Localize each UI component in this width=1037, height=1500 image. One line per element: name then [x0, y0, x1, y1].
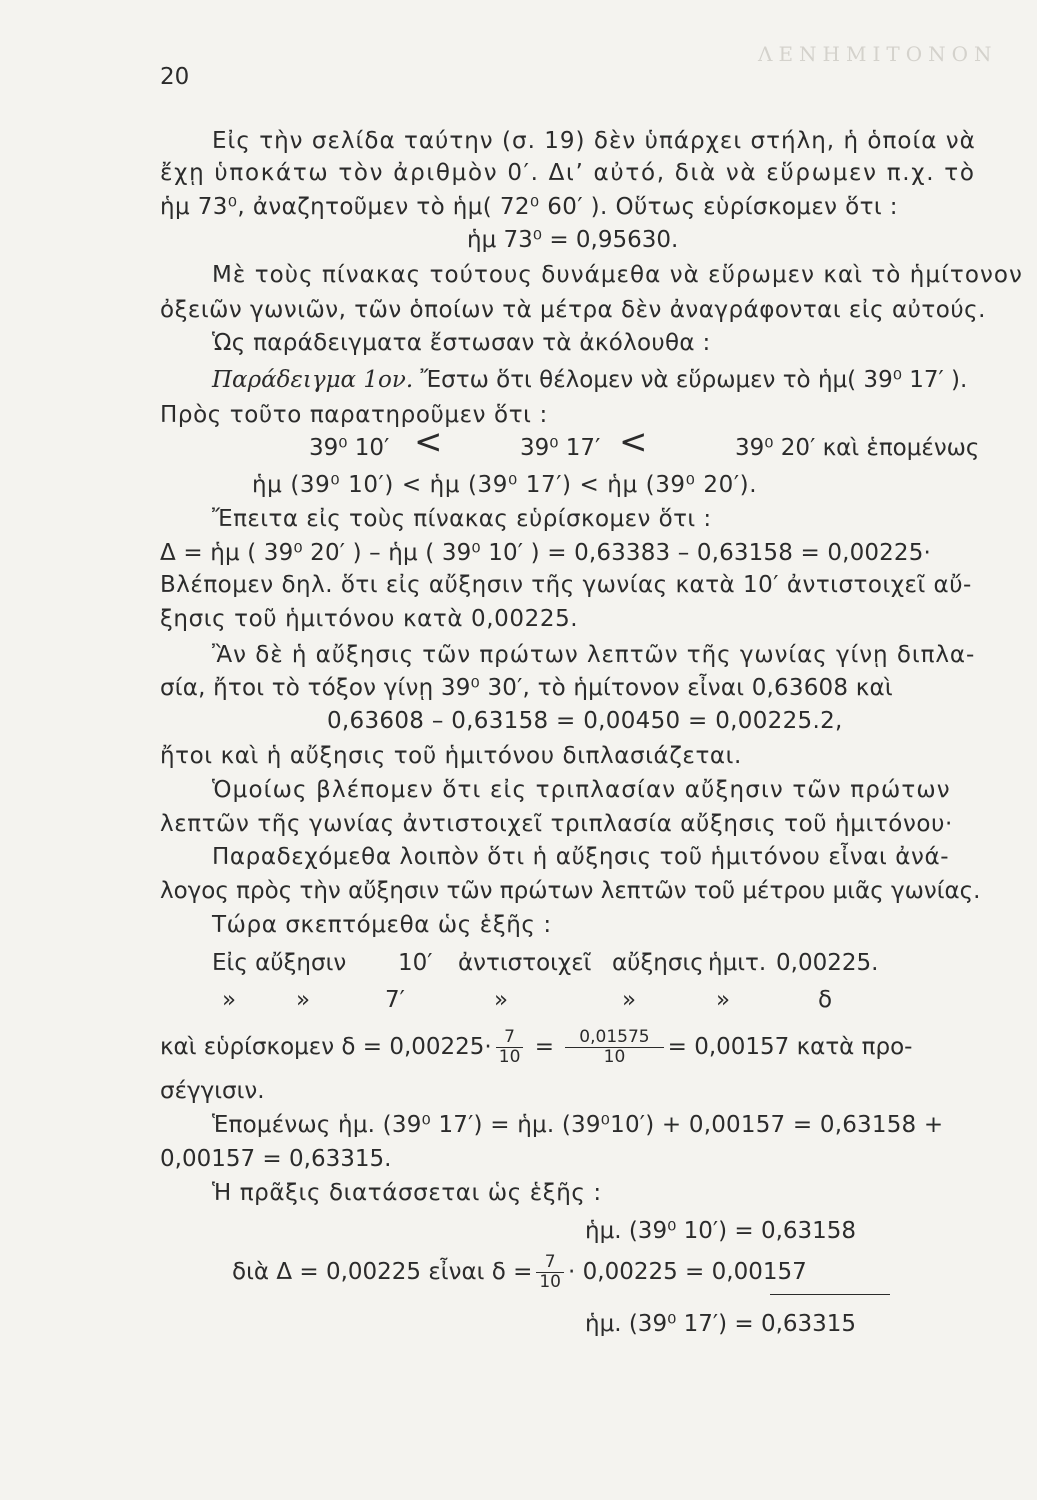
- proportion-row-1-corresponds: ἀντιστοιχεῖ: [458, 950, 592, 976]
- result-equation-continued: 0,00157 = 0,63315.: [160, 1146, 392, 1172]
- text-line-7: Ὡς παράδειγματα ἔστωσαν τὰ ἀκόλουθα :: [212, 330, 711, 356]
- text-line-2: ἔχῃ ὑποκάτω τὸν ἀριθμὸν 0′. Δι’ αὐτό, διὰ νὰ εὕρωμεν π.χ. τὸ: [160, 160, 976, 186]
- equals-sign: =: [534, 1034, 554, 1060]
- text-line-22: Παραδεχόμεθα λοιπὸν ὅτι ἡ αὔξησις τοῦ ἡμιτόνου εἶναι ἀνά-: [212, 844, 950, 870]
- delta-computation-result: = 0,00157 κατὰ προ-: [667, 1034, 913, 1060]
- example-heading-line: [212, 365, 967, 395]
- text-line-28: σέγγισιν.: [160, 1078, 265, 1104]
- bleed-through-header: ΛΕΝΗΜΙΤΟΝΟΝ: [758, 42, 998, 66]
- proportion-row-1-label: Εἰς αὔξησιν: [212, 950, 347, 976]
- inequality-angle-c: 39⁰ 20′ καὶ ἑπομένως: [735, 435, 980, 461]
- proportion-row-2-ditto-3: »: [494, 987, 509, 1013]
- text-line-23: λογος πρὸς τὴν αὔξησιν τῶν πρώτων λεπτῶν τοῦ μέτρου μιᾶς γωνίας.: [160, 878, 981, 904]
- layout-delta-end: · 0,00225 = 0,00157: [568, 1259, 807, 1285]
- layout-row-delta: [232, 1253, 807, 1292]
- fraction-numerator: 7: [536, 1253, 564, 1273]
- text-line-17: σία, ἤτοι τὸ τόξον γίνῃ 39⁰ 30′, τὸ ἡμίτονον εἶναι 0,63608 καὶ: [160, 675, 893, 701]
- fraction-numerator: 0,01575: [565, 1028, 663, 1048]
- fraction-denominator: 10: [603, 1047, 626, 1067]
- text-line-14: Βλέπομεν δηλ. ὅτι εἰς αὔξησιν τῆς γωνίας κατὰ 10′ ἀντιστοιχεῖ αὔ-: [160, 572, 972, 598]
- inequality-sines: ἡμ (39⁰ 10′) < ἡμ (39⁰ 17′) < ἡμ (39⁰ 20′).: [252, 472, 758, 498]
- text-line-20: Ὁμοίως βλέπομεν ὅτι εἰς τριπλασίαν αὔξησιν τῶν πρώτων: [212, 777, 951, 803]
- proportion-row-1-increase: αὔξησις: [612, 950, 704, 976]
- text-line-1: Εἰς τὴν σελίδα ταύτην (σ. 19) δὲν ὑπάρχει στήλη, ἡ ὁποία νὰ: [212, 128, 976, 154]
- equation-sin73: ἡμ 73⁰ = 0,95630.: [467, 227, 679, 253]
- inequality-angle-a: 39⁰ 10′: [309, 435, 390, 461]
- sum-underline: [770, 1294, 890, 1295]
- text-line-19: ἤτοι καὶ ἡ αὔξησις τοῦ ἡμιτόνου διπλασιάζεται.: [160, 743, 742, 769]
- text-line-15: ξησις τοῦ ἡμιτόνου κατὰ 0,00225.: [160, 606, 579, 632]
- proportion-row-2-ditto-4: »: [622, 987, 637, 1013]
- delta-equation: Δ = ἡμ ( 39⁰ 20′ ) – ἡμ ( 39⁰ 10′ ) = 0,63383 – 0,63158 = 0,00225·: [160, 540, 931, 566]
- delta-computation-start: καὶ εὑρίσκομεν δ = 0,00225·: [160, 1034, 492, 1060]
- text-line-5: Μὲ τοὺς πίνακας τούτους δυνάμεθα νὰ εὕρωμεν καὶ τὸ ἡμίτονον: [212, 262, 1023, 288]
- result-equation: Ἑπομένως ἡμ. (39⁰ 17′) = ἡμ. (39⁰10′) + 0,00157 = 0,63158 +: [212, 1112, 944, 1138]
- layout-row-sin-39-10: ἡμ. (39⁰ 10′) = 0,63158: [585, 1218, 857, 1244]
- fraction-7-over-10: [536, 1253, 564, 1292]
- proportion-row-1-sine: ἡμιτ.: [708, 950, 767, 976]
- text-line-3: ἡμ 73⁰, ἀναζητοῦμεν τὸ ἡμ( 72⁰ 60′ ). Οὕτως εὑρίσκομεν ὅτι :: [160, 194, 898, 220]
- proportion-row-1-angle: 10′: [398, 950, 433, 976]
- fraction-7-over-10: [496, 1028, 524, 1067]
- layout-row-sin-39-17: ἡμ. (39⁰ 17′) = 0,63315: [585, 1311, 857, 1337]
- fraction-denominator: 10: [498, 1047, 521, 1067]
- proportion-row-2-ditto-5: »: [716, 987, 731, 1013]
- fraction-numerator: 7: [496, 1028, 524, 1048]
- less-than-sign-2: <: [619, 422, 648, 462]
- proportion-row-2-ditto-1: »: [222, 987, 237, 1013]
- proportion-row-2-ditto-2: »: [296, 987, 311, 1013]
- text-line-31: Ἡ πρᾶξις διατάσσεται ὡς ἑξῆς :: [212, 1180, 602, 1206]
- equation-double-increase: 0,63608 – 0,63158 = 0,00450 = 0,00225.2,: [327, 708, 843, 734]
- text-line-24: Τώρα σκεπτόμεθα ὡς ἑξῆς :: [212, 912, 552, 938]
- text-line-21: λεπτῶν τῆς γωνίας ἀντιστοιχεῖ τριπλασία αὔξησις τοῦ ἡμιτόνου·: [160, 811, 953, 837]
- text-line-16: Ἂν δὲ ἡ αὔξησις τῶν πρώτων λεπτῶν τῆς γωνίας γίνῃ διπλα-: [212, 642, 976, 668]
- inequality-angle-b: 39⁰ 17′: [520, 435, 601, 461]
- page-number: 20: [160, 64, 190, 90]
- text-line-9: Πρὸς τοῦτο παρατηροῦμεν ὅτι :: [160, 402, 548, 428]
- proportion-row-2-delta: δ: [818, 987, 833, 1013]
- text-line-6: ὀξειῶν γωνιῶν, τῶν ὁποίων τὰ μέτρα δὲν ἀναγράφονται εἰς αὐτούς.: [160, 297, 986, 323]
- layout-delta-start: διὰ Δ = 0,00225 εἶναι δ =: [232, 1259, 533, 1285]
- delta-computation-line: [160, 1028, 912, 1067]
- text-line-12: Ἔπειτα εἰς τοὺς πίνακας εὑρίσκομεν ὅτι :: [212, 506, 712, 532]
- fraction-denominator: 10: [539, 1272, 561, 1292]
- proportion-row-1-value: 0,00225.: [776, 950, 879, 976]
- fraction-product-over-10: [565, 1028, 663, 1067]
- less-than-sign-1: <: [414, 422, 443, 462]
- proportion-row-2-angle: 7′: [385, 987, 405, 1013]
- example-label: Παράδειγμα 1ον.: [212, 367, 414, 393]
- example-statement: Ἔστω ὅτι θέλομεν νὰ εὕρωμεν τὸ ἡμ( 39⁰ 17′ ).: [413, 367, 968, 393]
